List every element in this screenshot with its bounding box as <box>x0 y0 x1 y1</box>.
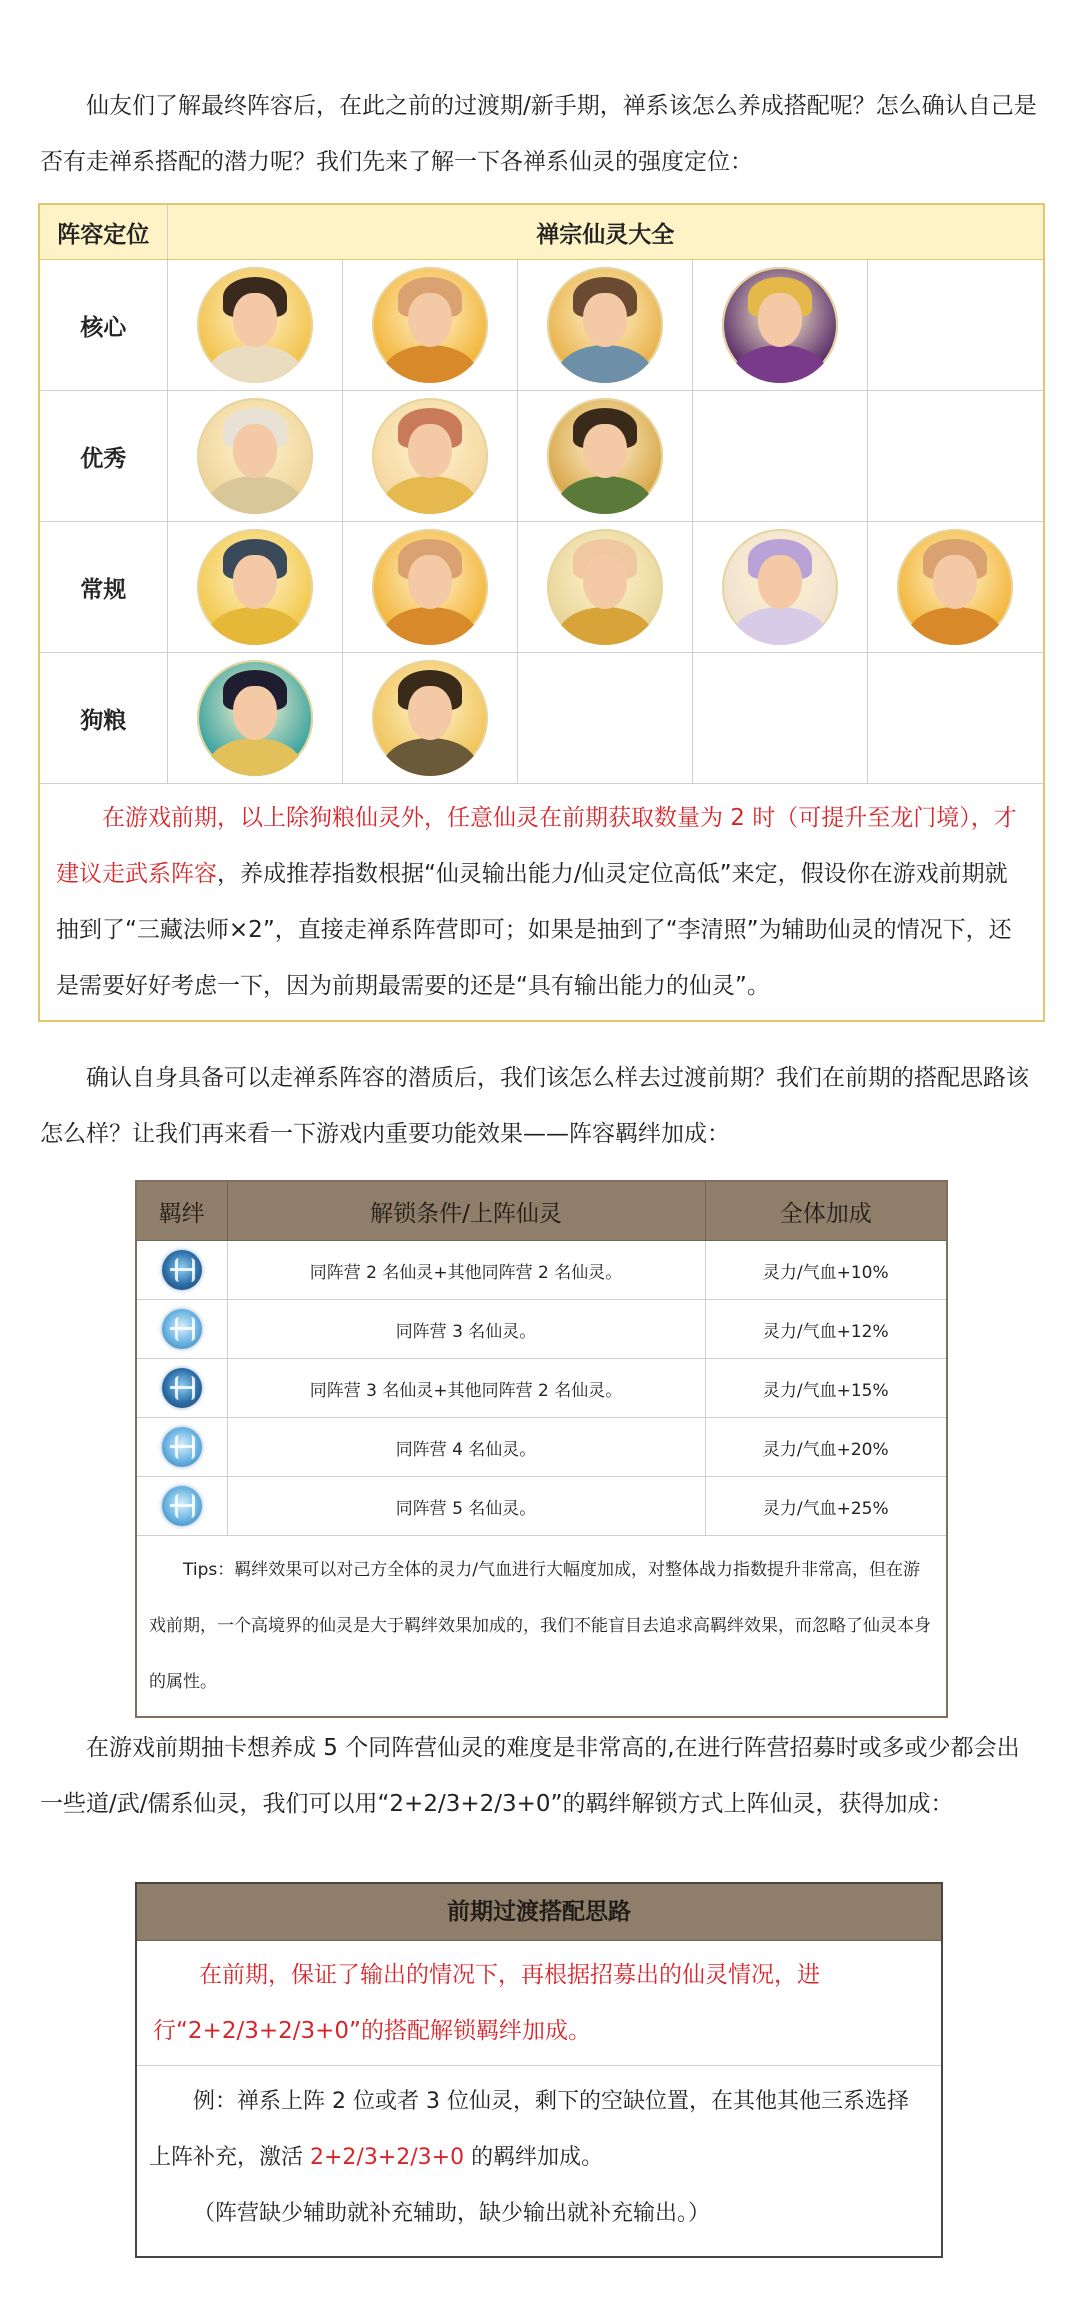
lineup-cell <box>167 522 342 653</box>
bond-icon-cell <box>136 1418 227 1477</box>
bond-row <box>136 1300 947 1359</box>
bond-row <box>136 1418 947 1477</box>
lineup-row-label: 狗粮 <box>39 653 167 784</box>
transition-example <box>149 2074 929 2186</box>
tips-text: Tips：羁绊效果可以对己方全体的灵力/气血进行大幅度加成，对整体战力指数提升非常高，但在游戏前期，一个高境界的仙灵是大于羁绊效果加成的，我们不能盲目去追求高羁绊效果，而忽略了仙灵本身的属性。 <box>149 1560 931 1692</box>
transition-paren: （阵营缺少辅助就补充辅助，缺少输出就补充输出。） <box>193 2201 711 2226</box>
lineup-cell <box>517 653 692 784</box>
bond-condition: 同阵营 3 名仙灵+其他同阵营 2 名仙灵。 <box>227 1359 705 1418</box>
nun-portrait[interactable] <box>722 529 838 645</box>
lineup-row <box>39 260 1044 391</box>
bond-icon-cell <box>136 1359 227 1418</box>
demon-portrait[interactable] <box>547 398 663 514</box>
second-paragraph: 确认自身具备可以走禅系阵容的潜质后，我们该怎么样去过渡前期？我们在前期的搭配思路该怎么样？让我们再来看一下游戏内重要功能效果——阵容羁绊加成： <box>40 1065 1029 1147</box>
lineup-cell <box>517 522 692 653</box>
header-position: 阵容定位 <box>39 204 167 260</box>
lineup-cell <box>167 391 342 522</box>
lineup-cell <box>517 260 692 391</box>
monk-portrait[interactable] <box>897 529 1013 645</box>
lineup-cell <box>342 391 517 522</box>
transition-red-section <box>137 1941 941 2066</box>
lineup-row <box>39 653 1044 784</box>
transition-title: 前期过渡搭配思路 <box>137 1884 941 1941</box>
lineup-cell <box>342 260 517 391</box>
bond-icon-cell <box>136 1300 227 1359</box>
bond-header-bond: 羁绊 <box>136 1181 227 1241</box>
monk-portrait[interactable] <box>372 529 488 645</box>
bond-dark-icon <box>162 1368 202 1408</box>
note-text: ，养成推荐指数根据“仙灵输出能力/仙灵定位高低”来定，假设你在游戏前期就抽到了“三藏法师×2”，直接走禅系阵营即可；如果是抽到了“李清照”为辅助仙灵的情况下，还是需要好好考虑一下，因为前期最需要的还是“具有输出能力的仙灵”。 <box>56 861 1012 999</box>
bond-row <box>136 1477 947 1536</box>
lineup-row-label: 常规 <box>39 522 167 653</box>
bond-row <box>136 1241 947 1300</box>
monk-portrait[interactable] <box>372 267 488 383</box>
transition-box <box>135 1882 943 2258</box>
lineup-cell <box>692 260 867 391</box>
example-prefix: 例：禅系上阵 2 位或者 3 位仙灵，剩下的空缺位置，在其他其他三系选择上阵补充，激活 <box>149 2089 909 2170</box>
lineup-cell <box>167 260 342 391</box>
lineup-row-label: 优秀 <box>39 391 167 522</box>
old-monk-portrait[interactable] <box>547 267 663 383</box>
bond-bonus: 灵力/气血+25% <box>705 1477 947 1536</box>
note-red-text: 在游戏前期，以上除狗粮仙灵外，任意仙灵在前期获取数量为 2 时（可提升至龙门境），才建议走武系阵容 <box>56 805 1017 887</box>
sage-portrait[interactable] <box>197 529 313 645</box>
intro-paragraph: 仙友们了解最终阵容后，在此之前的过渡期/新手期，禅系该怎么养成搭配呢？怎么确认自己是否有走禅系搭配的潜力呢？我们先来了解一下各禅系仙灵的强度定位： <box>40 93 1037 175</box>
lineup-cell <box>867 522 1044 653</box>
young-monk-portrait[interactable] <box>547 529 663 645</box>
bond-light-icon <box>162 1486 202 1526</box>
bond-table <box>135 1180 948 1718</box>
example-suffix: 的羁绊加成。 <box>464 2145 604 2170</box>
lineup-cell <box>692 391 867 522</box>
bond-bonus: 灵力/气血+20% <box>705 1418 947 1477</box>
bond-icon-cell <box>136 1477 227 1536</box>
bond-row <box>136 1359 947 1418</box>
bond-bonus: 灵力/气血+15% <box>705 1359 947 1418</box>
bond-condition: 同阵营 5 名仙灵。 <box>227 1477 705 1536</box>
lineup-table <box>38 203 1045 1022</box>
bond-condition: 同阵营 3 名仙灵。 <box>227 1300 705 1359</box>
lineup-cell <box>517 391 692 522</box>
lineup-cell <box>342 653 517 784</box>
lineup-cell <box>692 522 867 653</box>
lady-portrait[interactable] <box>197 398 313 514</box>
bond-tips <box>136 1536 947 1718</box>
bond-light-icon <box>162 1309 202 1349</box>
golden-monk-portrait[interactable] <box>722 267 838 383</box>
transition-example-section <box>137 2066 941 2256</box>
swordsman-portrait[interactable] <box>197 267 313 383</box>
bond-condition: 同阵营 2 名仙灵+其他同阵营 2 名仙灵。 <box>227 1241 705 1300</box>
lineup-cell <box>867 260 1044 391</box>
lineup-note <box>39 784 1044 1022</box>
lineup-cell <box>867 653 1044 784</box>
header-title: 禅宗仙灵大全 <box>167 204 1044 260</box>
bond-icon-cell <box>136 1241 227 1300</box>
bond-condition: 同阵营 4 名仙灵。 <box>227 1418 705 1477</box>
third-paragraph: 在游戏前期抽卡想养成 5 个同阵营仙灵的难度是非常高的,在进行阵营招募时或多或少都会出一些道/武/儒系仙灵，我们可以用“2+2/3+2/3+0”的羁绊解锁方式上阵仙灵，获得加成： <box>40 1735 1020 1817</box>
bond-bonus: 灵力/气血+12% <box>705 1300 947 1359</box>
warrior-portrait[interactable] <box>372 660 488 776</box>
bond-header-condition: 解锁条件/上阵仙灵 <box>227 1181 705 1241</box>
bond-light-icon <box>162 1427 202 1467</box>
transition-red-text: 在前期，保证了输出的情况下，再根据招募出的仙灵情况，进行“2+2/3+2/3+0”的搭配解锁羁绊加成。 <box>153 1962 820 2044</box>
lineup-row-label: 核心 <box>39 260 167 391</box>
lineup-row <box>39 522 1044 653</box>
bodhisattva-portrait[interactable] <box>197 660 313 776</box>
bond-dark-icon <box>162 1250 202 1290</box>
lineup-cell <box>867 391 1044 522</box>
lineup-cell <box>167 653 342 784</box>
lineup-cell <box>342 522 517 653</box>
lineup-cell <box>692 653 867 784</box>
bond-bonus: 灵力/气血+10% <box>705 1241 947 1300</box>
goddess-portrait[interactable] <box>372 398 488 514</box>
bond-header-bonus: 全体加成 <box>705 1181 947 1241</box>
example-formula: 2+2/3+2/3+0 <box>310 2145 465 2170</box>
lineup-row <box>39 391 1044 522</box>
